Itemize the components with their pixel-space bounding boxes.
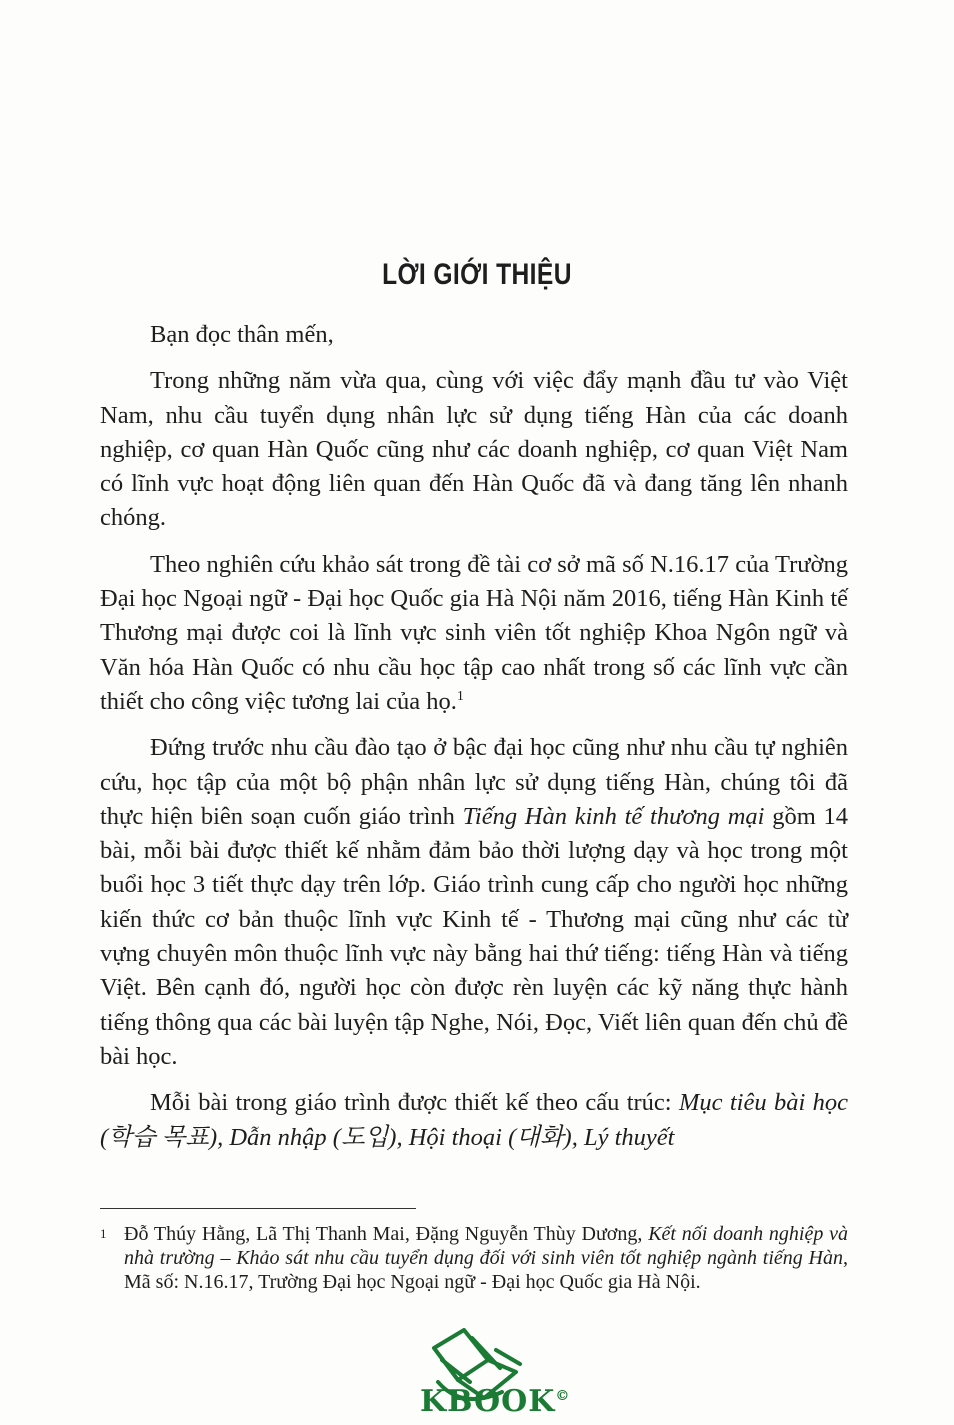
book-title: Tiếng Hàn kinh tế thương mại xyxy=(462,802,765,830)
paragraph-2-text: Theo nghiên cứu khảo sát trong đề tài cơ sở mã số N.16.17 của Trường Đại học Ngoại ngữ - Đại học Quốc gia Hà Nội năm 2016, tiếng Hàn Kinh tế Thương mại được coi là lĩnh vực sinh viên tốt nghiệp Khoa Ngôn ngữ và Văn hóa Hàn Quốc có nhu cầu học tập cao nhất trong số các lĩnh vực cần thiết cho công việc tương lai của họ. xyxy=(100,550,848,715)
paragraph-4 xyxy=(100,1086,848,1155)
paragraph-3 xyxy=(100,731,848,1074)
structure-list: Mục tiêu bài học (학습 목표), Dẫn nhập (도입), Hội thoại (대화), Lý thuyết xyxy=(100,1089,849,1151)
paragraph-2 xyxy=(100,548,848,719)
page-title: LỜI GIỚI THIỆU xyxy=(382,258,572,292)
body-text xyxy=(100,318,848,1167)
footnote-rest: , Mã số: N.16.17, Trường Đại học Ngoại ngữ - Đại học Quốc gia Hà Nội. xyxy=(124,1247,848,1293)
footnote-text xyxy=(100,1222,848,1294)
logo-text: KBOOK© xyxy=(420,1384,571,1419)
copyright-mark: © xyxy=(555,1388,571,1404)
footnote-divider xyxy=(100,1208,416,1209)
paragraph-1: Trong những năm vừa qua, cùng với việc đẩy mạnh đầu tư vào Việt Nam, nhu cầu tuyển dụng nhân lực sử dụng tiếng Hàn của các doanh nghiệp, cơ quan Hàn Quốc cũng như các doanh nghiệp, cơ quan Việt Nam có lĩnh vực hoạt động liên quan đến Hàn Quốc đã và đang tăng lên nhanh chóng. xyxy=(100,367,848,532)
footnote-authors: Đỗ Thúy Hằng, Lã Thị Thanh Mai, Đặng Nguyễn Thùy Dương, xyxy=(124,1223,649,1245)
footnote xyxy=(100,1222,848,1294)
paragraph-4-text: Mỗi bài trong giáo trình được thiết kế theo cấu trúc: xyxy=(150,1089,679,1117)
footnote-ref[interactable]: 1 xyxy=(456,688,464,704)
footnote-work-title: Kết nối doanh nghiệp và nhà trường – Khảo sát nhu cầu tuyển dụng đối với sinh viên tốt nghiệp ngành tiếng Hàn xyxy=(124,1223,849,1269)
paragraph-3-text-a: Đứng trước nhu cầu đào tạo ở bậc đại học cũng như nhu cầu tự nghiên cứu, học tập của một bộ phận nhân lực sử dụng tiếng Hàn, chúng tôi đã thực hiện biên soạn cuốn giáo trình xyxy=(100,734,848,830)
paragraph-3-text-b: gồm 14 bài, mỗi bài được thiết kế nhằm đảm bảo thời lượng dạy và học trong một buổi học 3 tiết thực dạy trên lớp. Giáo trình cung cấp cho người học những kiến thức cơ bản thuộc lĩnh vực Kinh tế - Thương mại cũng như các từ vựng chuyên môn thuộc lĩnh vực này bằng hai thứ tiếng: tiếng Hàn và tiếng Việt. Bên cạnh đó, người học còn được rèn luyện các kỹ năng thực hành tiếng thông qua các bài luyện tập Nghe, Nói, Đọc, Viết liên quan đến chủ đề bài học. xyxy=(100,802,849,1070)
footnote-number: 1 xyxy=(100,1226,107,1241)
greeting: Bạn đọc thân mến, xyxy=(150,321,334,348)
